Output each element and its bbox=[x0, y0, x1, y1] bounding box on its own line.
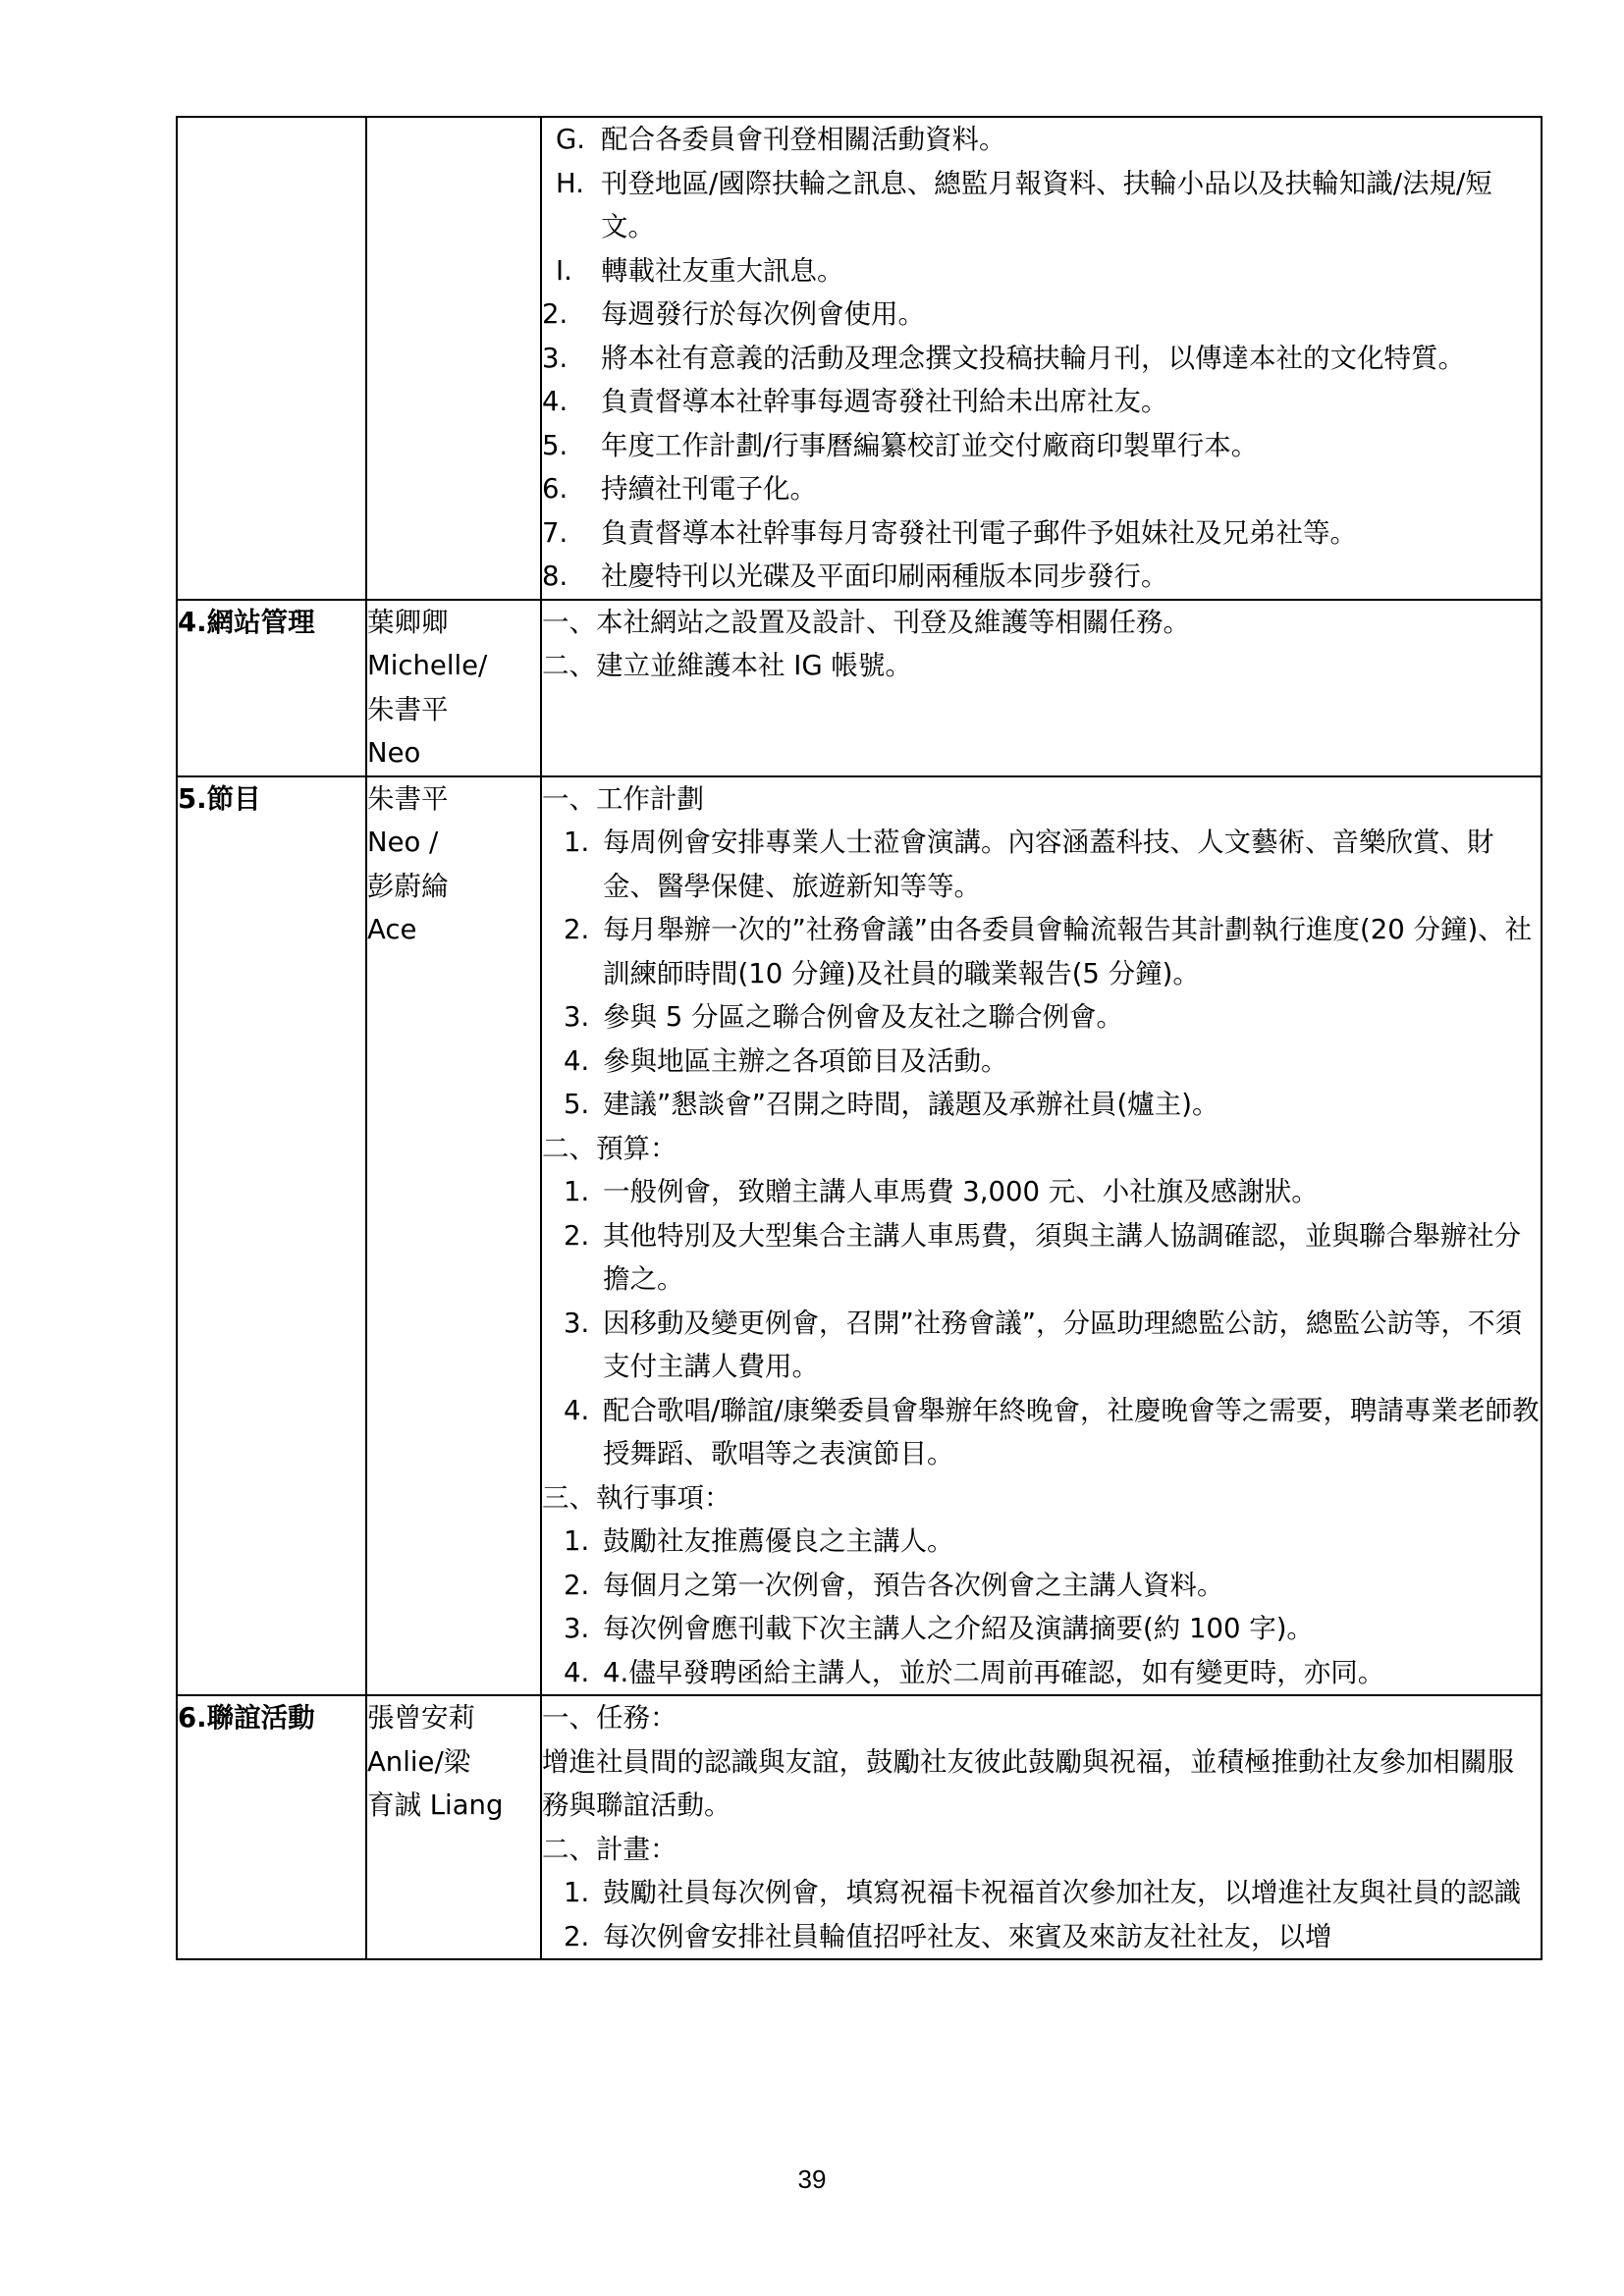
responsible-persons bbox=[366, 117, 541, 600]
list-marker: 3. bbox=[542, 342, 568, 374]
list-item-text: 配合歌唱/聯誼/康樂委員會舉辦年終晚會，社慶晚會等之需要，聘請專業老師教授舞蹈、歌唱等之表演節目。 bbox=[603, 1394, 1540, 1469]
list-item-text: 配合各委員會刊登相關活動資料。 bbox=[601, 124, 1006, 155]
person-line: Neo bbox=[367, 737, 421, 769]
content-paragraph: 二、建立並維護本社 IG 帳號。 bbox=[542, 650, 912, 681]
list-item bbox=[542, 118, 1541, 162]
list-item-text: 因移動及變更例會，召開”社務會議”，分區助理總監公訪，總監公訪等，不須支付主講人費用。 bbox=[603, 1307, 1522, 1382]
list-item bbox=[542, 1520, 1541, 1564]
list-item bbox=[542, 467, 1541, 511]
list-marker: 1. bbox=[564, 1176, 590, 1207]
list-item-text: 每週發行於每次例會使用。 bbox=[601, 298, 925, 330]
list-marker: 4. bbox=[564, 1656, 590, 1688]
duty-description bbox=[541, 600, 1542, 776]
list-item bbox=[542, 1607, 1541, 1651]
list-item bbox=[542, 380, 1541, 424]
content-paragraph: 增進社員間的認識與友誼，鼓勵社友彼此鼓勵與祝福，並積極推動社友參加相關服務與聯誼活動。 bbox=[542, 1745, 1514, 1821]
list-item bbox=[542, 1302, 1541, 1389]
list-marker: H. bbox=[556, 167, 584, 199]
committee-name bbox=[177, 117, 366, 600]
person-line: Ace bbox=[367, 914, 417, 945]
content-paragraph: 一、工作計劃 bbox=[542, 782, 704, 815]
list-item-text: 鼓勵社友推薦優良之主講人。 bbox=[603, 1525, 954, 1557]
table-row bbox=[177, 1695, 1542, 1959]
content-paragraph: 三、執行事項： bbox=[542, 1481, 731, 1514]
list-item-text: 刊登地區/國際扶輪之訊息、總監月報資料、扶輪小品以及扶輪知識/法規/短文。 bbox=[601, 167, 1492, 242]
list-item-text: 每次例會安排社員輪值招呼社友、來賓及來訪友社社友，以增 bbox=[603, 1920, 1332, 1952]
list-item-text: 將本社有意義的活動及理念撰文投稿扶輪月刊，以傳達本社的文化特質。 bbox=[601, 342, 1465, 374]
list-item-text: 參與 5 分區之聯合例會及友社之聯合例會。 bbox=[603, 1001, 1123, 1033]
list-item bbox=[542, 1083, 1541, 1127]
list-item-text: 社慶特刊以光碟及平面印刷兩種版本同步發行。 bbox=[601, 561, 1168, 592]
table-row bbox=[177, 776, 1542, 1696]
list-item bbox=[542, 995, 1541, 1040]
person-line: Neo / bbox=[367, 827, 439, 858]
list-item bbox=[542, 1170, 1541, 1214]
list-item bbox=[542, 1214, 1541, 1302]
list-item-text: 負責督導本社幹事每月寄發社刊電子郵件予姐妹社及兄弟社等。 bbox=[601, 516, 1357, 549]
list-item-text: 其他特別及大型集合主講人車馬費，須與主講人協調確認，並與聯合舉辦社分擔之。 bbox=[603, 1219, 1521, 1295]
committee-table bbox=[176, 116, 1543, 1960]
person-line: 張曾安莉 bbox=[367, 1702, 475, 1734]
list-item-text: 每周例會安排專業人士蒞會演講。內容涵蓋科技、人文藝術、音樂欣賞、財金、醫學保健、旅遊新知等等。 bbox=[603, 827, 1494, 902]
responsible-persons bbox=[366, 600, 541, 776]
list-marker: 3. bbox=[564, 1307, 590, 1339]
committee-table-body bbox=[177, 117, 1542, 1959]
list-marker: 8. bbox=[542, 561, 568, 592]
list-item bbox=[542, 1871, 1541, 1915]
table-row bbox=[177, 117, 1542, 600]
list-item-text: 轉載社友重大訊息。 bbox=[601, 254, 844, 287]
list-marker: 3. bbox=[564, 1613, 590, 1644]
person-line: 朱書平 bbox=[367, 782, 449, 815]
list-marker: I. bbox=[556, 254, 572, 287]
person-line: 朱書平 bbox=[367, 693, 449, 725]
list-marker: G. bbox=[556, 124, 586, 155]
list-item bbox=[542, 1651, 1541, 1695]
list-item bbox=[542, 555, 1541, 599]
list-item bbox=[542, 1915, 1541, 1959]
table-row bbox=[177, 600, 1542, 776]
duty-description bbox=[541, 1695, 1542, 1959]
list-marker: 1. bbox=[564, 1525, 590, 1557]
content-paragraph: 一、任務： bbox=[542, 1702, 677, 1734]
list-item-text: 一般例會，致贈主講人車馬費 3,000 元、小社旗及感謝狀。 bbox=[603, 1176, 1319, 1207]
list-marker: 5. bbox=[542, 429, 568, 461]
content-paragraph: 一、本社網站之設置及設計、刊登及維護等相關任務。 bbox=[542, 606, 1190, 638]
list-item bbox=[542, 424, 1541, 468]
page-number: 39 bbox=[797, 2164, 827, 2194]
duty-description bbox=[541, 117, 1542, 600]
list-item bbox=[542, 908, 1541, 995]
list-marker: 5. bbox=[564, 1089, 590, 1120]
list-item bbox=[542, 1389, 1541, 1476]
list-item-text: 每月舉辦一次的”社務會議”由各委員會輪流報告其計劃執行進度(20 分鐘)、社訓練師時間(10 分鐘)及社員的職業報告(5 分鐘)。 bbox=[603, 914, 1533, 989]
list-item-text: 鼓勵社員每次例會，填寫祝福卡祝福首次參加社友，以增進社友與社員的認識 bbox=[603, 1877, 1521, 1908]
list-item-text: 4.儘早發聘函給主講人，並於二周前再確認，如有變更時，亦同。 bbox=[603, 1656, 1385, 1688]
person-line: 葉卿卿 bbox=[367, 606, 449, 638]
committee-name: 6.聯誼活動 bbox=[177, 1695, 366, 1959]
content-paragraph: 二、計畫： bbox=[542, 1833, 677, 1865]
list-marker: 6. bbox=[542, 473, 568, 505]
list-item-text: 持續社刊電子化。 bbox=[601, 473, 817, 505]
list-marker: 2. bbox=[564, 1920, 590, 1952]
list-marker: 4. bbox=[542, 386, 568, 417]
list-marker: 1. bbox=[564, 827, 590, 858]
list-marker: 4. bbox=[564, 1044, 590, 1077]
list-item bbox=[542, 293, 1541, 337]
list-item bbox=[542, 162, 1541, 249]
list-item-text: 年度工作計劃/行事曆編纂校訂並交付廠商印製單行本。 bbox=[601, 429, 1259, 461]
responsible-persons bbox=[366, 1695, 541, 1959]
committee-name: 5.節目 bbox=[177, 776, 366, 1696]
list-item bbox=[542, 337, 1541, 381]
committee-name: 4.網站管理 bbox=[177, 600, 366, 776]
list-marker: 2. bbox=[564, 914, 590, 945]
list-marker: 4. bbox=[564, 1394, 590, 1426]
list-marker: 2. bbox=[564, 1569, 590, 1601]
person-line: 育誠 Liang bbox=[367, 1789, 504, 1821]
list-item-text: 負責督導本社幹事每週寄發社刊給未出席社友。 bbox=[601, 386, 1168, 417]
list-item-text: 每次例會應刊載下次主講人之介紹及演講摘要(約 100 字)。 bbox=[603, 1613, 1314, 1644]
list-item bbox=[542, 249, 1541, 294]
list-marker: 7. bbox=[542, 516, 568, 549]
list-marker: 1. bbox=[564, 1877, 590, 1908]
responsible-persons bbox=[366, 776, 541, 1696]
list-item bbox=[542, 821, 1541, 908]
duty-description bbox=[541, 776, 1542, 1696]
person-line: Anlie/梁 bbox=[367, 1745, 471, 1778]
list-item-text: 建議”懇談會”召開之時間，議題及承辦社員(爐主)。 bbox=[603, 1089, 1219, 1120]
person-line: 彭蔚綸 bbox=[367, 870, 449, 902]
list-item-text: 每個月之第一次例會，預告各次例會之主講人資料。 bbox=[603, 1569, 1224, 1601]
content-paragraph: 二、預算： bbox=[542, 1132, 677, 1164]
list-item-text: 參與地區主辦之各項節目及活動。 bbox=[603, 1044, 1008, 1077]
list-item bbox=[542, 511, 1541, 556]
list-marker: 2. bbox=[542, 298, 568, 330]
list-item bbox=[542, 1564, 1541, 1608]
person-line: Michelle/ bbox=[367, 650, 488, 681]
list-item bbox=[542, 1040, 1541, 1084]
list-marker: 2. bbox=[564, 1219, 590, 1252]
list-marker: 3. bbox=[564, 1001, 590, 1033]
